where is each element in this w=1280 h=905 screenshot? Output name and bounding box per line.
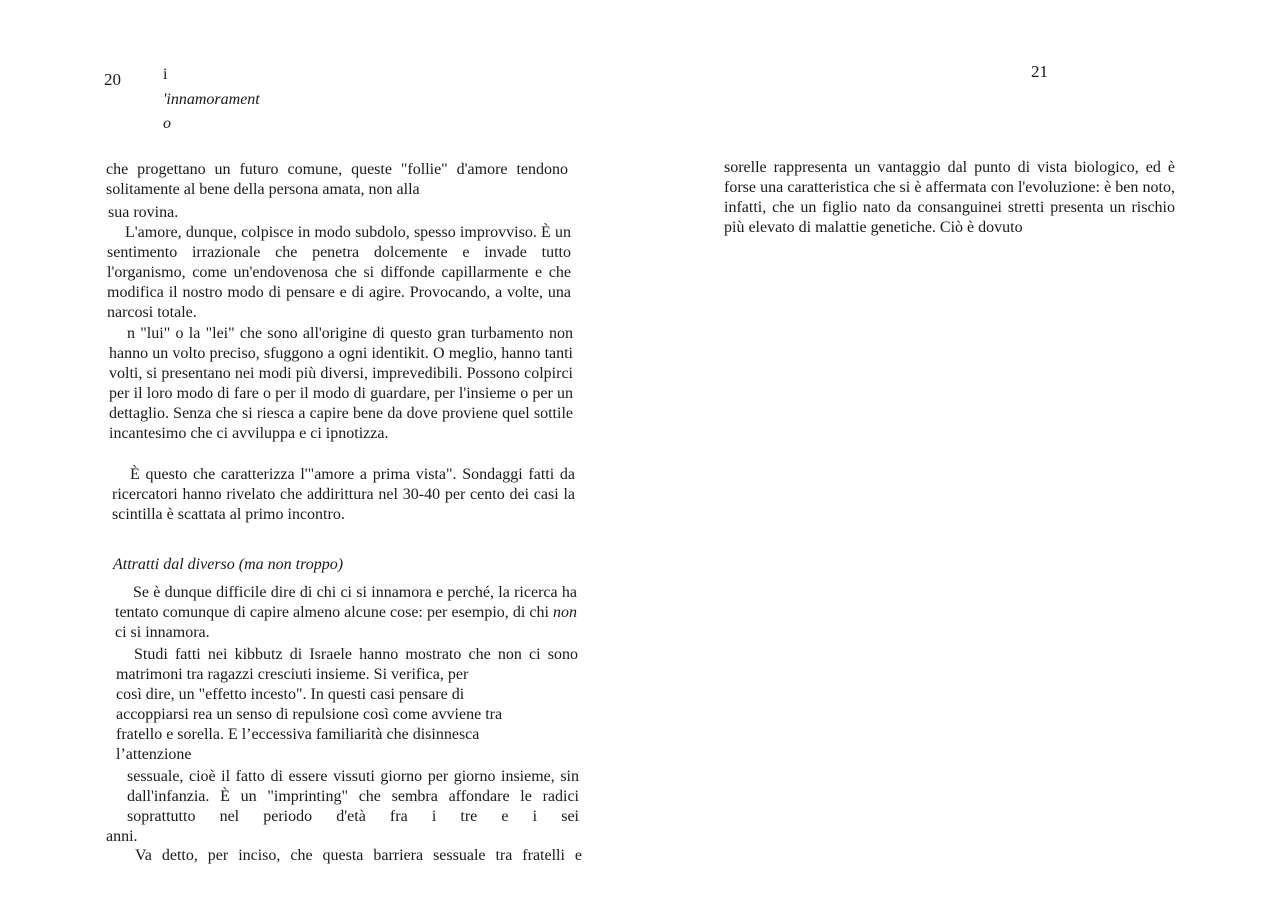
- section-heading: Attratti dal diverso (ma non troppo): [113, 556, 344, 573]
- running-head: [163, 63, 283, 137]
- running-head-line: i: [163, 66, 168, 83]
- paragraph-line: l’attenzione: [116, 746, 192, 763]
- paragraph: [115, 583, 577, 643]
- paragraph-line: accoppiarsi rea un senso di repulsione così come avviene tra: [116, 706, 503, 723]
- running-head-line: o: [163, 115, 171, 132]
- paragraph-continuation: sessuale, cioè il fatto di essere vissuti giorno per giorno insieme, sin dall'infanzia. È un "imprinting" che sembra affondare le radici soprattutto nel periodo d'età fra i tre e i sei: [127, 768, 579, 825]
- paragraph-continuation: che progettano un futuro comune, queste "follie" d'amore tendono solitamente al bene della persona amata, non alla: [106, 161, 568, 198]
- paragraph: Studi fatti nei kibbutz di Israele hanno mostrato che non ci sono matrimoni tra ragazzi cresciuti insieme. Si verifica, per: [116, 646, 578, 683]
- paragraph: L'amore, dunque, colpisce in modo subdolo, spesso improvviso. È un sentimento irrazionale che penetra dolcemente e invade tutto l'organismo, come un'endovenosa che si diffonde capillarmente e che modifica il nostro modo di pensare e di agire. Provocando, a volte, una narcosi totale.: [107, 224, 571, 321]
- running-head-line: 'innamorament: [163, 90, 260, 108]
- paragraph: Va detto, per inciso, che questa barriera sessuale tra fratelli e: [135, 847, 582, 864]
- paragraph-text: Se è dunque difficile dire di chi ci si innamora e perché, la ricerca ha tentato comunque di capire almeno alcune cose: per esempio, di chi: [115, 584, 577, 621]
- emphasis-text: non: [553, 604, 577, 621]
- paragraph-continuation: sorelle rappresenta un vantaggio dal punto di vista biologico, ed è forse una caratteristica che si è affermata con l'evoluzione: è ben noto, infatti, che un figlio nato da consanguinei stretti presenta un rischio più elevato di malattie genetiche. Ciò è dovuto: [724, 159, 1175, 236]
- page-number-right: 21: [1031, 62, 1048, 81]
- paragraph-continuation-end: anni.: [106, 828, 138, 845]
- paragraph: È questo che caratterizza l'"amore a prima vista". Sondaggi fatti da ricercatori hanno rivelato che addirittura nel 30-40 per cento dei casi la scintilla è scattata al primo incontro.: [112, 466, 575, 523]
- paragraph-line: fratello e sorella. E l’eccessiva familiarità che disinnesca: [116, 726, 480, 743]
- paragraph-text: ci si innamora.: [115, 624, 210, 641]
- paragraph: n "lui" o la "lei" che sono all'origine di questo gran turbamento non hanno un volto preciso, sfuggono a ogni identikit. O meglio, hanno tanti volti, si presentano nei modi più diversi, imprevedibili. Possono colpirci per il loro modo di fare o per il modo di guardare, per l'insieme o per un dettaglio. Senza che si riesca a capire bene da dove proviene quel sottile incantesimo che ci avviluppa e ci ipnotizza.: [109, 325, 573, 442]
- page-number-left: 20: [104, 70, 121, 89]
- paragraph-line: così dire, un "effetto incesto". In questi casi pensare di: [116, 686, 465, 703]
- paragraph-continuation-end: sua rovina.: [108, 204, 179, 221]
